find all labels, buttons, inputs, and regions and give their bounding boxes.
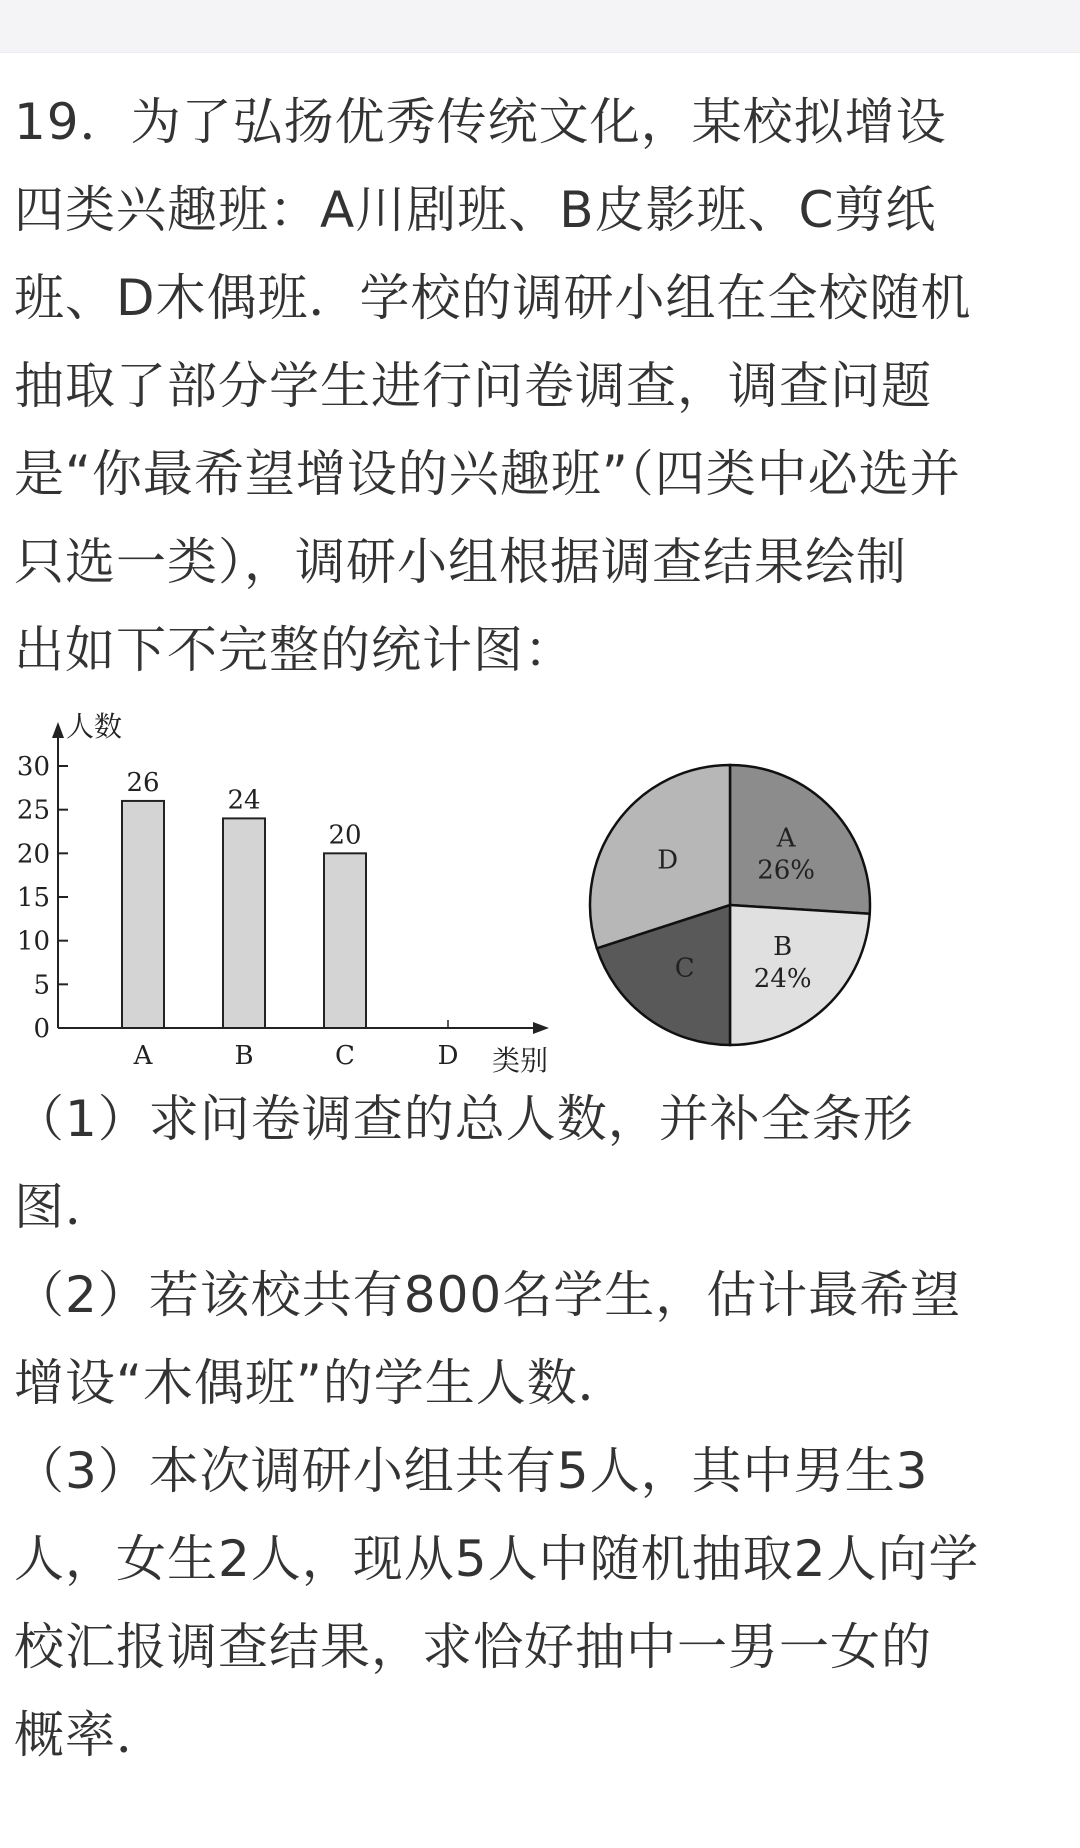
x-tick-label: B bbox=[234, 1041, 254, 1071]
pie-slice-label: D bbox=[657, 845, 679, 876]
pie-slice-label: B bbox=[773, 932, 793, 963]
y-tick-label: 0 bbox=[33, 1014, 50, 1044]
question-line: 图． bbox=[14, 1178, 116, 1236]
bar-C bbox=[324, 853, 366, 1028]
question-line: 增设“木偶班”的学生人数． bbox=[14, 1354, 629, 1412]
pie-percent-label: 26% bbox=[757, 855, 816, 886]
x-tick-label: C bbox=[335, 1041, 355, 1071]
bar-B bbox=[223, 818, 265, 1028]
y-tick-label: 5 bbox=[33, 970, 50, 1001]
x-tick-label: A bbox=[133, 1041, 153, 1071]
y-axis-arrow bbox=[52, 722, 64, 738]
problem-statement bbox=[14, 78, 1064, 694]
x-axis-arrow bbox=[533, 1022, 549, 1034]
top-bar bbox=[0, 0, 1080, 53]
pie-slice-label: C bbox=[674, 953, 695, 984]
question-line: 概率． bbox=[14, 1706, 167, 1764]
y-tick-label: 30 bbox=[16, 752, 50, 782]
bar-A bbox=[122, 801, 164, 1028]
problem-line: 出如下不完整的统计图： bbox=[14, 621, 575, 679]
problem-line: 是“你最希望增设的兴趣班”（四类中必选并 bbox=[14, 445, 961, 503]
pie-slice-label: A bbox=[776, 823, 796, 854]
question-line: （2）若该校共有800名学生，估计最希望 bbox=[14, 1266, 962, 1324]
y-tick-label: 20 bbox=[16, 839, 50, 870]
problem-line: 只选一类），调研小组根据调查结果绘制 bbox=[14, 533, 907, 591]
bar-data-label: 20 bbox=[328, 820, 362, 851]
y-tick-label: 25 bbox=[16, 795, 50, 826]
question-line: （3）本次调研小组共有5人，其中男生3 bbox=[14, 1442, 929, 1500]
pie-slice-A bbox=[730, 765, 870, 914]
question-line: 人，女生2人，现从5人中随机抽取2人向学 bbox=[14, 1530, 980, 1588]
problem-line: 四类兴趣班：A川剧班、B皮影班、C剪纸 bbox=[14, 181, 937, 239]
x-axis-label: 类别 bbox=[492, 1044, 549, 1077]
y-axis-label: 人数 bbox=[66, 710, 123, 743]
x-tick-label: D bbox=[437, 1041, 459, 1071]
question-line: （1）求问卷调查的总人数，并补全条形 bbox=[14, 1090, 914, 1148]
pie-percent-label: 24% bbox=[753, 964, 812, 995]
problem-line: 19．为了弘扬优秀传统文化，某校拟增设 bbox=[14, 93, 947, 151]
question-line: 校汇报调查结果，求恰好抽中一男一女的 bbox=[14, 1618, 932, 1676]
y-tick-label: 15 bbox=[16, 883, 50, 913]
bar-data-label: 26 bbox=[126, 767, 160, 798]
pie-chart bbox=[580, 755, 880, 1055]
questions bbox=[14, 1075, 1064, 1779]
y-tick-label: 10 bbox=[16, 926, 50, 957]
problem-line: 抽取了部分学生进行问卷调查，调查问题 bbox=[14, 357, 932, 415]
problem-line: 班、D木偶班．学校的调研小组在全校随机 bbox=[14, 269, 972, 327]
bar-data-label: 24 bbox=[227, 785, 261, 816]
bar-chart bbox=[10, 708, 570, 1078]
